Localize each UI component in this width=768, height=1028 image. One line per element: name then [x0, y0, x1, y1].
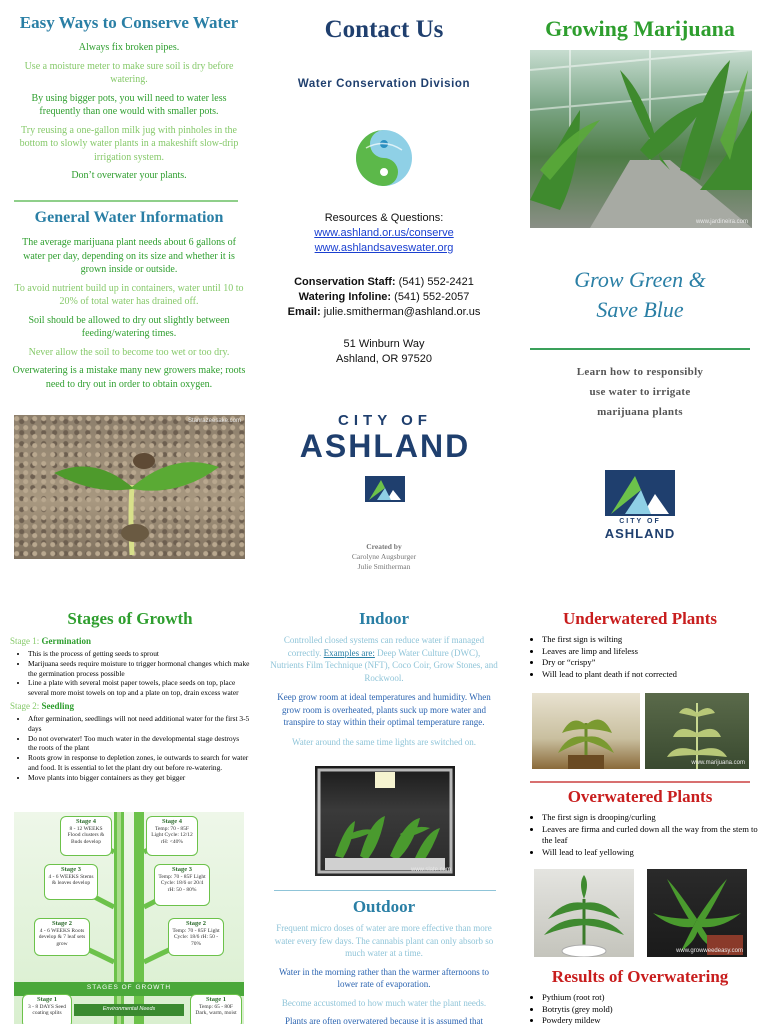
overwatered-photo-2	[647, 869, 747, 957]
stage2-heading	[10, 700, 250, 712]
diagram-title: Stage 4	[75, 818, 97, 825]
divider	[14, 200, 238, 202]
email-address[interactable]: julie.smitherman@ashland.or.us	[323, 306, 481, 318]
stage3-left-box	[44, 864, 98, 900]
list-item: • Powdery mildew	[542, 1015, 760, 1027]
panel-results	[520, 964, 760, 1027]
diagram-title: Stage 3	[171, 866, 193, 873]
stages-diagram	[14, 812, 244, 1024]
stage3-right-box	[154, 864, 210, 906]
seedling-photo	[14, 415, 245, 559]
underwatered-list	[520, 634, 760, 680]
logo-ashland: ASHLAND	[604, 526, 676, 541]
city-of-ashland-logo-small	[590, 470, 690, 542]
staff-phone: (541) 552-2421	[398, 276, 474, 288]
stage1-list	[10, 649, 250, 698]
indoor-p1	[270, 634, 498, 684]
email-label: Email:	[287, 306, 321, 318]
indoor-p3: Water around the same time lights are switched on.	[292, 736, 476, 747]
water-leaf-logo	[354, 128, 414, 188]
drooping-plant-icon	[534, 869, 634, 957]
indoor-title: Indoor	[358, 609, 410, 628]
subtitle-line: use water to irrigate	[589, 386, 691, 398]
diagram-text: 3 - 8 DAYS Seed coating splits	[28, 1003, 66, 1017]
author: Julie Smitherman	[357, 562, 411, 571]
resources-label: Resources & Questions:	[324, 212, 444, 224]
stage2-list	[10, 714, 250, 783]
list-item: • The first sign is drooping/curling	[542, 812, 760, 824]
underwatered-photo-2	[645, 693, 749, 769]
list-item: • Leaves are limp and lifeless	[542, 646, 760, 658]
diagram-title: Stage 2	[51, 920, 73, 927]
examples-link[interactable]: Examples are:	[323, 647, 375, 658]
grow-tent-icon	[315, 766, 455, 876]
diagram-text: Temp: 70 - 85F Light Cycle: 18/6 or 20/4 rH: 50 - 80%	[158, 873, 206, 893]
contact-details	[268, 211, 500, 367]
indoor-text: Controlled closed systems can reduce water if managed correctly.	[283, 635, 485, 658]
stage-label: Stage 1:	[10, 636, 40, 646]
underwatered-title: Underwatered Plants	[562, 609, 718, 628]
diagram-title: Stage 4	[161, 818, 183, 825]
list-item: • Pythium (root rot)	[542, 992, 760, 1004]
logo-ashland: ASHLAND	[299, 428, 471, 464]
general-item: To avoid nutrient build up in containers, water until 10 to 20% of total water has drained off.	[14, 282, 244, 307]
diagram-title: Stage 1	[205, 996, 227, 1003]
city-of-ashland-logo-large	[280, 412, 490, 507]
photo-credit: www.growweedeasy.com	[676, 948, 743, 954]
divider	[530, 348, 750, 350]
address-line-1: 51 Winburn Way	[343, 338, 425, 350]
outdoor-title: Outdoor	[352, 897, 416, 916]
dry-plant-icon	[645, 693, 749, 769]
conserve-item: Use a moisture meter to make sure soil is dry before watering.	[24, 60, 234, 85]
general-title: General Water Information	[34, 209, 224, 226]
general-item: The average marijuana plant needs about 6 gallons of water per day, depending on its size and whether it is grown inside or outside.	[22, 237, 236, 275]
list-item: • Roots grow in response to depletion zones, ie outwards to search for water and food. It is essential to let the plant dry out before re-watering.	[28, 753, 250, 773]
diagram-text: 4 - 6 WEEKS Roots develop & 7 leaf sets grow	[38, 927, 86, 947]
diagram-text: 8 - 12 WEEKS Flood clusters & Buds develop	[67, 825, 105, 845]
logo-city-of: CITY OF	[338, 412, 432, 429]
panel-outdoor	[270, 894, 498, 1028]
overwatered-title: Overwatered Plants	[567, 787, 713, 806]
list-item: • After germination, seedlings will not need additional water for the first 3-5 days	[28, 714, 250, 734]
results-title: Results of Overwatering	[551, 967, 729, 986]
diagram-text: Temp: 65 - 80F Dark, warm, moist	[195, 1003, 237, 1017]
ashland-a-icon	[605, 470, 675, 516]
infoline-line	[268, 290, 500, 305]
stages-title: Stages of Growth	[67, 609, 193, 628]
list-item: • Will lead to plant death if not corrected	[542, 669, 760, 681]
list-item: • Line a plate with several moist paper towels, place seeds on top, place several more moist towels on top and a plate on top, drain excess water	[28, 678, 250, 698]
divider	[530, 781, 750, 783]
logo-city-of: CITY OF	[619, 518, 661, 525]
staff-line	[268, 275, 500, 290]
list-item: • This is the process of getting seeds to sprout	[28, 649, 250, 659]
diagram-text: Temp: 70 - 85F Light Cycle: 12/12 rH: <40%	[151, 825, 193, 845]
cover-title: Growing Marijuana	[545, 16, 735, 41]
diagram-text: Temp: 70 - 85F Light Cycle: 18/6 rH: 50 - 70%	[172, 927, 220, 947]
underwatered-photo-1	[532, 693, 640, 769]
cover-subtitle	[520, 362, 760, 422]
overwatered-list	[520, 812, 760, 858]
indoor-p2: Keep grow room at ideal temperatures and humidity. When grow room is overheated, plants suck up more water and transpire to stay within their optimal temperature range.	[277, 692, 491, 727]
staff-label: Conservation Staff:	[294, 276, 396, 288]
outdoor-p3: Become accustomed to how much water the plant needs.	[281, 997, 487, 1008]
subtitle-line: Learn how to responsibly	[576, 366, 704, 378]
credits	[268, 542, 500, 572]
general-item: Soil should be allowed to dry out slightly between feeding/watering times.	[28, 314, 230, 339]
grow-tent-photo	[315, 766, 455, 876]
photo-credit: www.slate.com	[410, 867, 451, 873]
conserve-item: Don’t overwater your plants.	[71, 170, 187, 181]
panel-under-over	[520, 606, 760, 680]
stage1-left-box	[22, 994, 72, 1024]
panel-indoor	[270, 606, 498, 748]
tagline-line-2: Save Blue	[596, 297, 684, 322]
results-list	[520, 992, 760, 1027]
stage1-right-box	[190, 994, 242, 1024]
list-item: • Move plants into bigger containers as they get bigger	[28, 773, 250, 783]
list-item: • Do not overwater! Too much water in the developmental stage destroys the roots of the plant	[28, 734, 250, 754]
stage2-left-box	[34, 918, 90, 956]
greenhouse-photo	[530, 50, 752, 228]
panel-overwatered	[520, 784, 760, 858]
created-by: Created by	[366, 542, 402, 551]
address-line-2: Ashland, OR 97520	[335, 353, 432, 365]
ashland-a-icon	[365, 476, 405, 502]
divider	[274, 890, 496, 891]
overwatered-photo-1	[534, 869, 634, 957]
list-item: • Leaves are firma and curled down all the way from the stem to the leaf	[542, 824, 760, 847]
diagram-title: Stage 1	[36, 996, 58, 1003]
indoor-text: Deep Water Culture (DWC), Nutrients Film Technique (NFT), Coco Coir, Grow Stones, and Rockwool.	[270, 647, 498, 683]
conserve-title: Easy Ways to Conserve Water	[19, 13, 239, 32]
conserve-link[interactable]: www.ashland.or.us/conserve	[314, 227, 454, 239]
panel-general-water	[10, 206, 248, 391]
general-item: Never allow the soil to become too wet or too dry.	[28, 346, 230, 358]
wilted-plant-icon	[532, 693, 640, 769]
panel-contact	[268, 10, 500, 90]
author: Carolyne Augsburger	[351, 552, 417, 561]
list-item: • Botrytis (grey mold)	[542, 1004, 760, 1016]
greenhouse-icon	[530, 50, 752, 228]
outdoor-p4: Plants are often overwatered because it is assumed that	[285, 1016, 483, 1026]
division-name: Water Conservation Division	[297, 78, 471, 90]
curled-plant-icon	[647, 869, 747, 957]
stage4-left-box	[60, 816, 112, 856]
stage1-heading	[10, 635, 250, 647]
subtitle-line: marijuana plants	[597, 406, 683, 418]
conserve-item: By using bigger pots, you will need to water less frequently than one would with smaller pots.	[31, 92, 227, 117]
list-item: • Marijuana seeds require moisture to trigger hormonal changes which make the germination process possible	[28, 659, 250, 679]
stage-name: Germination	[41, 636, 91, 646]
tagline-line-1: Grow Green &	[574, 267, 706, 292]
stage4-right-box	[146, 816, 198, 856]
diagram-env-label: Environmental Needs	[102, 1006, 156, 1012]
infoline-phone: (541) 552-2057	[394, 291, 470, 303]
stage-name: Seedling	[41, 700, 75, 711]
general-item: Overwatering is a mistake many new growers make; roots need to dry out in order to obtain oxygen.	[12, 365, 246, 390]
list-item: • Dry or “crispy”	[542, 657, 760, 669]
diagram-title: Stage 2	[185, 920, 207, 927]
stage-label: Stage 2:	[10, 700, 40, 711]
contact-title: Contact Us	[324, 16, 444, 43]
diagram-text: 4 - 6 WEEKS Stems & leaves develop	[48, 873, 94, 887]
photo-credit: www.marijuana.com	[691, 760, 745, 766]
outdoor-p1: Frequent micro doses of water are more effective than more water every few days. The cannabis plant can only absorb so much water at a time.	[274, 923, 494, 958]
infoline-label: Watering Infoline:	[298, 291, 392, 303]
conserve-item: Try reusing a one-gallon milk jug with pinholes in the bottom to slowly water plants in a makeshift slow-drip irrigation system.	[19, 124, 239, 163]
saveswater-link[interactable]: www.ashlandsaveswater.org	[314, 242, 454, 254]
seedling-icon	[14, 415, 245, 559]
panel-conserve-water	[10, 10, 248, 183]
email-line	[268, 305, 500, 320]
list-item: • Will lead to leaf yellowing	[542, 847, 760, 859]
panel-stages	[10, 606, 250, 783]
cover-tagline	[520, 265, 760, 325]
stage2-right-box	[168, 918, 224, 956]
photo-credit: Stanrazeesake.com	[187, 418, 241, 424]
outdoor-p2: Water in the morning rather than the warmer afternoons to lower rate of evaporation.	[279, 966, 489, 989]
photo-credit: www.jardineira.com	[695, 219, 748, 225]
list-item: • The first sign is wilting	[542, 634, 760, 646]
conserve-item: Always fix broken pipes.	[78, 42, 180, 53]
panel-cover	[520, 10, 760, 48]
diagram-title: Stage 3	[60, 866, 82, 873]
diagram-banner: STAGES OF GROWTH	[86, 984, 172, 991]
